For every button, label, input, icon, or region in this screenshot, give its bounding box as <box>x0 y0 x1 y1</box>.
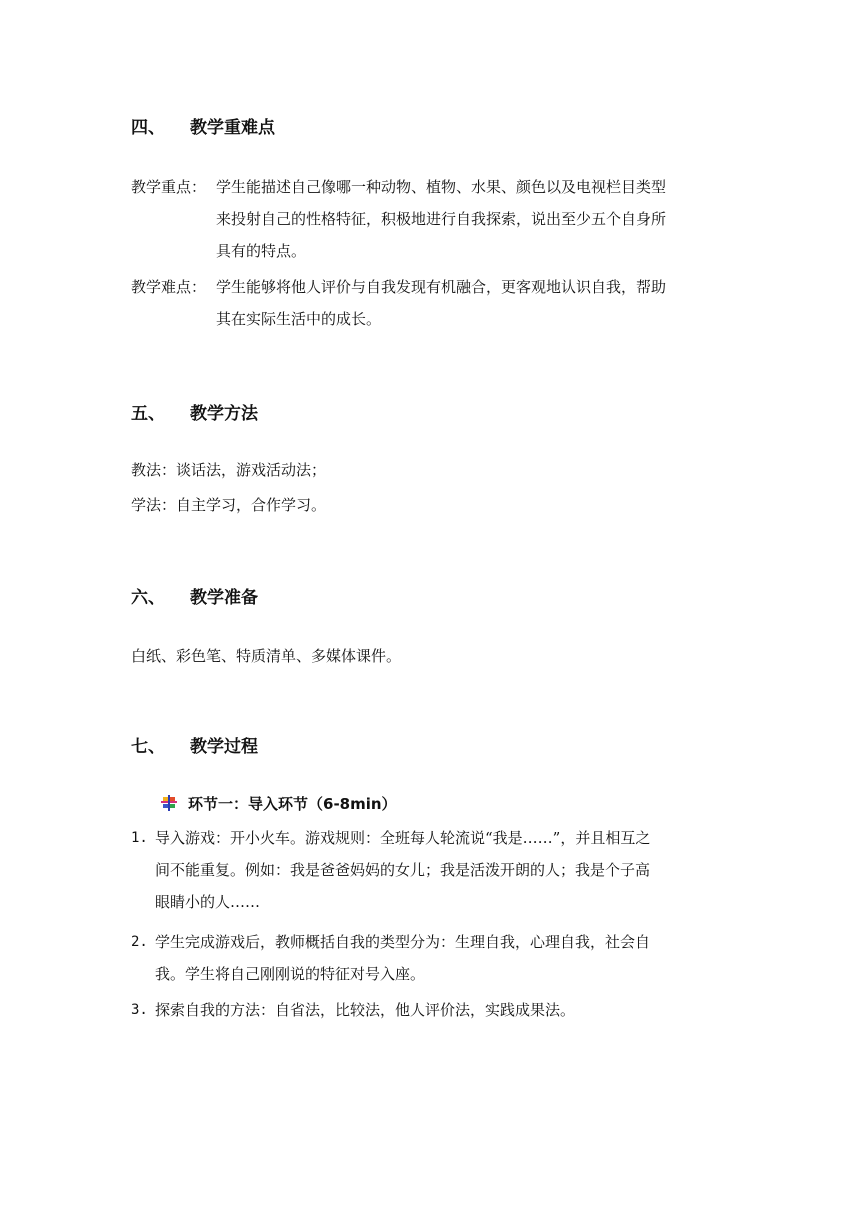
list-item-number: 3. <box>131 1002 148 1018</box>
learning-method-line: 学法：自主学习，合作学习。 <box>131 496 327 514</box>
section-heading-5 <box>131 402 531 426</box>
section-number: 四、 <box>131 118 165 138</box>
section-title: 教学准备 <box>190 588 258 608</box>
section-title: 教学过程 <box>190 737 258 757</box>
section-heading-7 <box>131 735 531 759</box>
key-point-line: 学生能描述自己像哪一种动物、植物、水果、颜色以及电视栏目类型 <box>216 178 667 196</box>
section-heading-6 <box>131 586 531 610</box>
teaching-method-line: 教法：谈话法，游戏活动法； <box>131 461 327 479</box>
section-title: 教学重难点 <box>190 118 275 138</box>
step-subheading: 环节一：导入环节（6-8min） <box>188 795 397 813</box>
key-point-label: 教学重点： <box>131 178 207 196</box>
list-item-number: 2. <box>131 934 148 950</box>
difficulty-label: 教学难点： <box>131 278 207 296</box>
difficulty-line: 学生能够将他人评价与自我发现有机融合，更客观地认识自我，帮助 <box>216 278 667 296</box>
list-item-line: 学生完成游戏后，教师概括自我的类型分为：生理自我，心理自我，社会自 <box>155 933 651 951</box>
windows-flag-icon <box>160 794 178 812</box>
list-item-line: 导入游戏：开小火车。游戏规则：全班每人轮流说“我是……”，并且相互之 <box>155 829 651 847</box>
section-heading-4 <box>131 116 531 140</box>
list-item-line: 间不能重复。例如：我是爸爸妈妈的女儿；我是活泼开朗的人；我是个子高 <box>155 861 651 879</box>
materials-line: 白纸、彩色笔、特质清单、多媒体课件。 <box>131 647 402 665</box>
list-item-line: 眼睛小的人…… <box>155 893 261 911</box>
section-number: 五、 <box>131 404 165 424</box>
key-point-line: 来投射自己的性格特征，积极地进行自我探索，说出至少五个自身所 <box>216 210 667 228</box>
difficulty-line: 其在实际生活中的成长。 <box>216 310 382 328</box>
list-item-number: 1. <box>131 830 148 846</box>
list-item-line: 我。学生将自己刚刚说的特征对号入座。 <box>155 965 426 983</box>
key-point-line: 具有的特点。 <box>216 242 307 260</box>
section-number: 七、 <box>131 737 165 757</box>
section-title: 教学方法 <box>190 404 258 424</box>
section-number: 六、 <box>131 588 165 608</box>
list-item-line: 探索自我的方法：自省法，比较法，他人评价法，实践成果法。 <box>155 1001 576 1019</box>
